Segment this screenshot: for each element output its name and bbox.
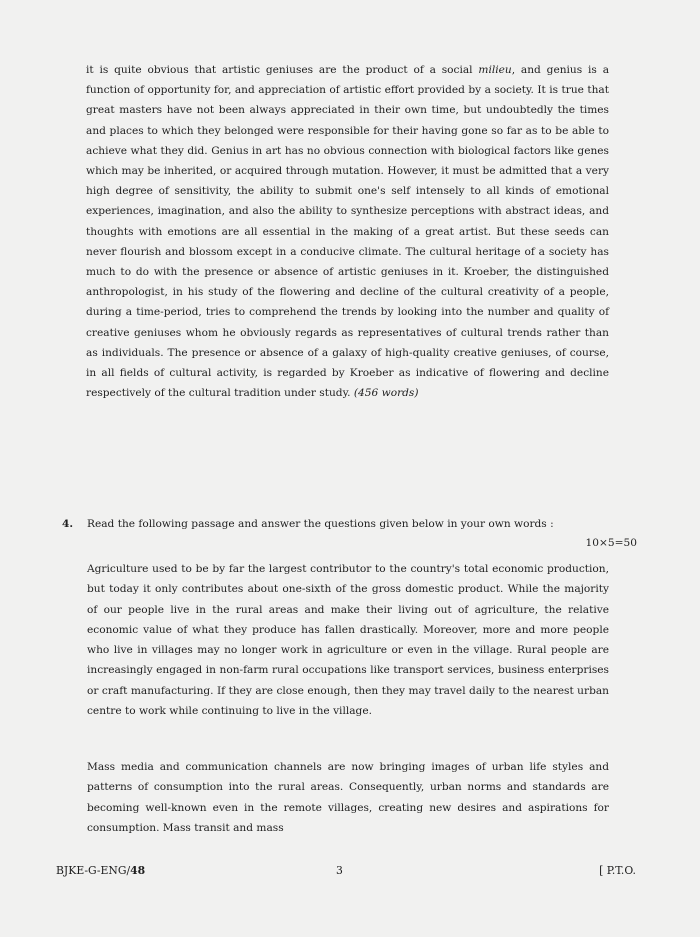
passage-continuation: [86, 60, 609, 403]
page-number: 3: [336, 864, 343, 877]
word-count: (456 words): [353, 387, 419, 400]
question-number: 4.: [62, 518, 74, 530]
para1-text-start: it is quite obvious that artistic geniuses are the product of a social: [86, 64, 479, 76]
question-prompt: Read the following passage and answer the questions given below in your own words :: [87, 518, 554, 530]
para1-text-rest: , and genius is a function of opportunity for, and appreciation of artistic effort provided by a society. It is true that great masters have not been always appreciated in their own time, but undoubtedly the times and places to which they belonged were responsible for their having gone so far as to be able to achieve what they did. Genius in art has no obvious connection with biological factors like genes which may be inherited, or acquired through mutation. However, it must be admitted that a very high degree of sensitivity, the ability to submit one's self intensely to all kinds of emotional experiences, imagination, and also the ability to synthesize perceptions with abstract ideas, and thoughts with emotions are all essential in the making of a great artist. But these seeds can never flourish and blossom except in a conducive climate. The cultural heritage of a society has much to do with the presence or absence of artistic geniuses in it. Kroeber, the distinguished anthropologist, in his study of the flowering and decline of the cultural creativity of a people, during a time-period, tries to comprehend the trends by looking into the number and quality of creative geniuses whom he obviously regards as representatives of cultural trends rather than as individuals. The presence or absence of a galaxy of high-quality creative geniuses, of course, in all fields of cultural activity, is regarded by Kroeber as indicative of flowering and decline respectively of the cultural tradition under study.: [86, 64, 610, 400]
italic-word: milieu: [478, 64, 512, 76]
paper-code-number: 48: [130, 864, 146, 877]
question-4: [62, 515, 637, 549]
paper-code-prefix: BJKE-G-ENG/: [56, 864, 131, 877]
question-marks: 10×5=50: [585, 537, 637, 549]
pto-label: [ P.T.O.: [599, 864, 636, 877]
passage-paragraph-1: Agriculture used to be by far the largest contributor to the country's total economic production, but today it only contributes about one-sixth of the gross domestic product. While the majority of our people live in the rural areas and make their living out of agriculture, the relative economic value of what they produce has fallen drastically. Moreover, more and more people who live in villages may no longer work in agriculture or even in the village. Rural people are increasingly engaged in non-farm rural occupations like transport services, business enterprises or craft manufacturing. If they are close enough, then they may travel daily to the nearest urban centre to work while continuing to live in the village.: [87, 563, 609, 718]
paper-code: [56, 864, 145, 877]
passage-paragraph-2: Mass media and communication channels are now bringing images of urban life styles and patterns of consumption into the rural areas. Consequently, urban norms and standards are becoming well-known even in the remote villages, creating new desires and aspirations for consumption. Mass transit and mass: [87, 761, 609, 834]
